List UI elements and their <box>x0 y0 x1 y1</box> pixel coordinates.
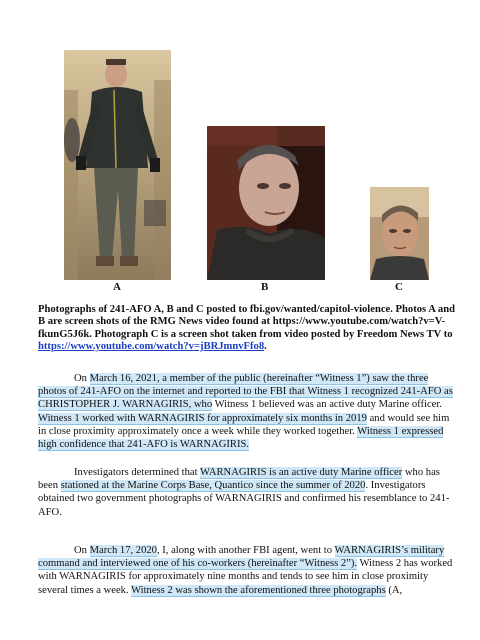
p2-highlight-1: WARNAGIRIS is an active duty Marine officer <box>200 467 403 478</box>
p3-text-1: On <box>74 545 90 556</box>
p1-text-1: On <box>74 373 90 384</box>
paragraph-witness-2 <box>38 544 458 597</box>
photo-b-image <box>207 126 325 280</box>
caption-end: . <box>264 341 267 353</box>
photo-c <box>370 187 429 280</box>
paragraph-investigators <box>38 466 458 519</box>
p1-highlight-2: Witness 1 worked with WARNAGIRIS for approximately six months in 2019 <box>38 412 367 424</box>
p3-text-3: Witness 2 has worked with WARNAGIRIS for approximately nine months and tends to see him in close proximity several times a week. <box>38 558 453 596</box>
p1-highlight-1: March 16, 2021, a member of the public (hereinafter “Witness 1”) saw the three photos of 241-AFO on the internet and reported to the FBI that Witness 1 recognized 241-AFO as CHRISTOPHER J. WARNAGIRIS, who <box>38 373 453 411</box>
photo-a-label: A <box>113 281 121 293</box>
photo-c-image <box>370 187 429 280</box>
p1-highlight-3: Witness 1 expressed high confidence that 241-AFO is WARNAGIRIS. <box>38 425 444 451</box>
caption-video-link[interactable]: https://www.youtube.com/watch?v=jBRJmnvFfo8 <box>38 341 265 353</box>
p1-text-3: and would see him in close proximity approximately once a week while they worked together. <box>38 412 450 437</box>
photo-b <box>207 126 325 280</box>
p3-highlight-3: Witness 2 was shown the aforementioned three photographs <box>131 584 386 596</box>
p3-highlight-2: WARNAGIRIS’s military command and interviewed one of his co-workers (hereinafter “Witness 2”). <box>38 545 445 570</box>
p2-highlight-2: stationed at the Marine Corps Base, Quantico since the summer of 2020 <box>60 480 366 492</box>
caption-text: Photographs of 241-AFO A, B and C posted to fbi.gov/wanted/capitol-violence. Photos A and B are screen shots of the RMG News video found at https://www.youtube.com/watch?v=V-fkunG5J6k. Photograph C is a screen shot taken from video posted by Freedom News TV to <box>38 304 456 340</box>
p2-text-2: who has been <box>38 467 440 492</box>
p2-text-3: . Investigators obtained two government photographs of WARNAGIRIS and confirmed his resemblance to 241-AFO. <box>38 480 450 518</box>
photo-a-image <box>64 50 171 280</box>
p1-text-2: Witness 1 believed was an active duty Marine officer. <box>212 399 442 411</box>
p3-text-4: (A, <box>385 584 403 596</box>
photo-c-label: C <box>395 281 403 293</box>
p2-text-1: Investigators determined that <box>74 467 201 478</box>
paragraph-witness-1 <box>38 372 458 451</box>
photo-caption <box>38 304 458 354</box>
p3-highlight-1: March 17, 2020 <box>89 545 157 556</box>
photo-b-label: B <box>261 281 269 293</box>
photo-a <box>64 50 171 280</box>
p3-text-2: , I, along with another FBI agent, went to <box>156 545 335 556</box>
